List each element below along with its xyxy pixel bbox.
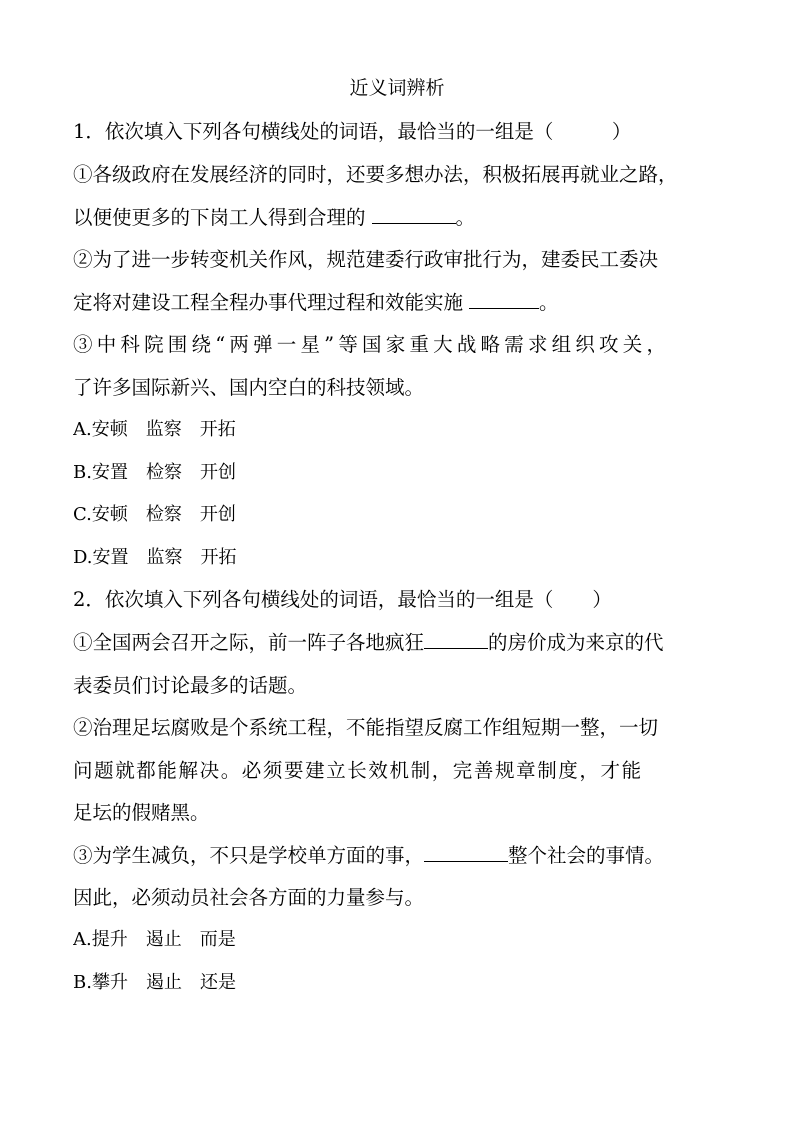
option-word: 遏止	[145, 972, 182, 993]
q1-sentence3-line1: ③中科院围绕“两弹一星”等国家重大战略需求组织攻关，	[73, 333, 671, 356]
text-segment: 以便使更多的下岗工人得到合理的	[73, 206, 366, 229]
option-label: B.	[73, 462, 92, 483]
option-word: 监察	[145, 419, 182, 440]
text-segment: ①全国两会召开之际，前一阵子各地疯狂	[73, 631, 425, 654]
option-label: C.	[73, 504, 92, 525]
q2-sentence2-line2: 问题就都能解决。必须要建立长效机制，完善规章制度，才能	[73, 759, 643, 782]
option-word: 攀升	[91, 972, 128, 993]
option-word: 检察	[145, 462, 182, 483]
option-word: 还是	[199, 972, 236, 993]
q2-option-b[interactable]	[73, 969, 733, 997]
answer-blank	[424, 843, 508, 862]
text-segment: 。	[539, 291, 559, 314]
q2-option-a[interactable]	[73, 926, 733, 954]
option-label: B.	[73, 972, 92, 993]
q1-option-a[interactable]	[73, 416, 733, 444]
option-word: 检察	[145, 504, 182, 525]
q2-sentence2-line1: ②治理足坛腐败是个系统工程，不能指望反腐工作组短期一整，一切	[73, 716, 659, 739]
q1-option-d[interactable]	[73, 544, 733, 572]
q1-sentence2-line1: ②为了进一步转变机关作风，规范建委行政审批行为，建委民工委决	[73, 248, 659, 271]
text-segment: 整个社会的事情。	[508, 844, 665, 867]
text-segment: 的房价成为来京的代	[488, 631, 664, 654]
q1-sentence1-line1: ①各级政府在发展经济的同时，还要多想办法，积极拓展再就业之路，	[73, 163, 678, 186]
q1-sentence3-line2: 了许多国际新兴、国内空白的科技领域。	[73, 376, 425, 399]
q2-sentence3-line2: 因此，必须动员社会各方面的力量参与。	[73, 886, 425, 909]
q2-sentence1-line1	[73, 629, 733, 657]
option-word: 开拓	[200, 547, 237, 568]
option-word: 而是	[199, 929, 236, 950]
option-word: 开创	[199, 504, 236, 525]
option-label: A.	[73, 929, 92, 950]
q2-sentence1-line2: 表委员们讨论最多的话题。	[73, 674, 308, 697]
text-segment: 。	[455, 206, 476, 229]
text-segment: ③为学生减负，不只是学校单方面的事，	[73, 844, 425, 867]
q1-option-c[interactable]	[73, 501, 733, 529]
q1-sentence2-line2	[73, 289, 733, 317]
q2-sentence3-line1	[73, 842, 733, 870]
q2-sentence2-line3: 足坛的假赌黑。	[73, 801, 210, 824]
answer-blank	[424, 630, 488, 649]
q1-stem: 1．依次填入下列各句横线处的词语，最恰当的一组是（ ）	[73, 120, 632, 143]
option-word: 开拓	[199, 419, 236, 440]
q1-option-b[interactable]	[73, 459, 733, 487]
q1-sentence1-line2	[73, 204, 733, 232]
page-title: 近义词辨析	[349, 77, 445, 99]
option-word: 遏止	[145, 929, 182, 950]
option-label: D.	[73, 547, 93, 568]
text-segment: 定将对建设工程全程办事代理过程和效能实施	[73, 291, 464, 314]
option-word: 开创	[199, 462, 236, 483]
option-word: 监察	[146, 547, 183, 568]
option-word: 安置	[91, 462, 128, 483]
option-label: A.	[73, 419, 92, 440]
option-word: 安顿	[91, 504, 128, 525]
option-word: 安顿	[91, 419, 128, 440]
q2-stem: 2．依次填入下列各句横线处的词语，最恰当的一组是（ ）	[73, 588, 612, 611]
answer-blank	[372, 205, 456, 224]
answer-blank	[469, 290, 539, 309]
option-word: 提升	[91, 929, 128, 950]
option-word: 安置	[92, 547, 129, 568]
